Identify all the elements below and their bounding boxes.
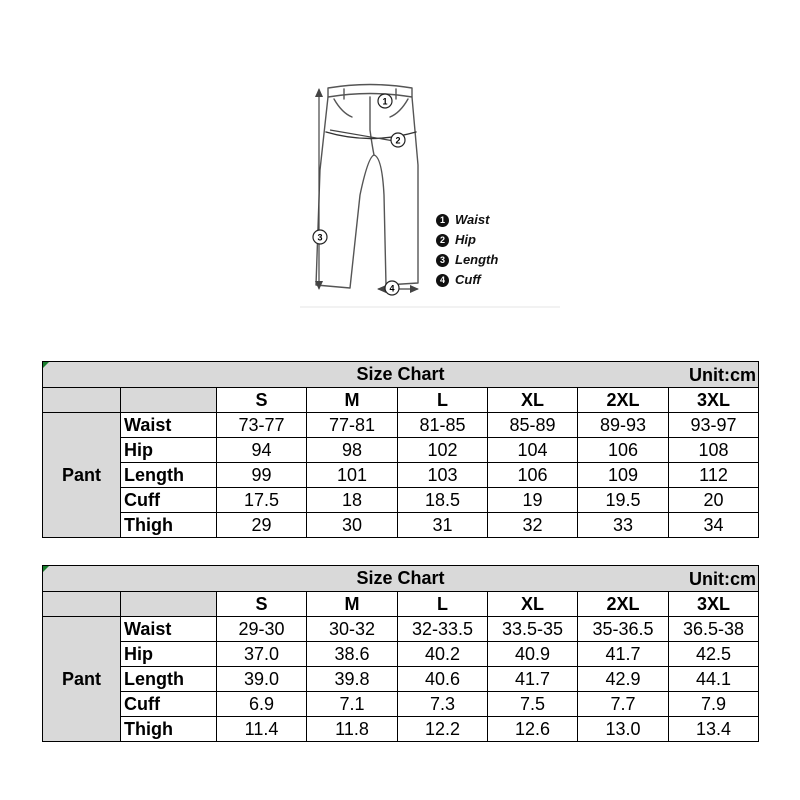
table-row — [43, 667, 759, 692]
legend-number: 1 — [436, 214, 449, 227]
size-chart-table-cm — [42, 361, 759, 538]
table-cell: 12.6 — [488, 717, 578, 742]
table-cell: 20 — [669, 488, 759, 513]
table-cell: 33.5-35 — [488, 617, 578, 642]
table-cell: 112 — [669, 463, 759, 488]
table-cell: 42.9 — [578, 667, 669, 692]
length-marker — [313, 230, 327, 244]
legend-number: 3 — [436, 254, 449, 267]
size-header: M — [307, 388, 398, 413]
table-cell: 19.5 — [578, 488, 669, 513]
table-cell: 7.7 — [578, 692, 669, 717]
table-title-cell — [43, 362, 759, 388]
table-cell: 38.6 — [307, 642, 398, 667]
table-cell: 40.6 — [398, 667, 488, 692]
size-header: XL — [488, 592, 578, 617]
table-cell: 94 — [217, 438, 307, 463]
table-cell: 13.0 — [578, 717, 669, 742]
table-cell: 17.5 — [217, 488, 307, 513]
pants-diagram — [300, 75, 570, 315]
legend-number: 2 — [436, 234, 449, 247]
unit-label: Unit:cm — [689, 365, 757, 385]
table-cell: 40.2 — [398, 642, 488, 667]
legend-label: Waist — [455, 212, 490, 227]
table-row — [43, 413, 759, 438]
waist-marker — [378, 94, 392, 108]
corner-mark — [43, 362, 49, 368]
table-row — [43, 692, 759, 717]
table-cell: 30 — [307, 513, 398, 538]
table-cell: 44.1 — [669, 667, 759, 692]
table-cell: 31 — [398, 513, 488, 538]
table-cell: 6.9 — [217, 692, 307, 717]
table-row — [43, 463, 759, 488]
table-cell: 11.4 — [217, 717, 307, 742]
row-label: Cuff — [121, 692, 217, 717]
empty-header-cell — [121, 592, 217, 617]
table-cell: 18.5 — [398, 488, 488, 513]
svg-text:4: 4 — [389, 283, 395, 294]
size-chart-table-inch — [42, 565, 759, 742]
table-cell: 81-85 — [398, 413, 488, 438]
size-header: 2XL — [578, 592, 669, 617]
group-label: Pant — [43, 617, 121, 742]
size-header: L — [398, 592, 488, 617]
table-cell: 7.9 — [669, 692, 759, 717]
table-cell: 7.1 — [307, 692, 398, 717]
table-cell: 30-32 — [307, 617, 398, 642]
size-header: 3XL — [669, 592, 759, 617]
table-cell: 34 — [669, 513, 759, 538]
corner-mark — [43, 566, 49, 572]
table-title: Size Chart — [356, 568, 445, 588]
table-title: Size Chart — [356, 364, 445, 384]
legend-item-cuff — [436, 272, 481, 287]
table-cell: 98 — [307, 438, 398, 463]
table-cell: 109 — [578, 463, 669, 488]
table-cell: 85-89 — [488, 413, 578, 438]
table-cell: 39.8 — [307, 667, 398, 692]
table-cell: 77-81 — [307, 413, 398, 438]
svg-text:3: 3 — [317, 232, 323, 243]
svg-text:2: 2 — [395, 135, 401, 146]
size-header: S — [217, 592, 307, 617]
empty-header-cell — [121, 388, 217, 413]
row-label: Thigh — [121, 717, 217, 742]
hip-marker — [391, 133, 405, 147]
size-header: 2XL — [578, 388, 669, 413]
table-cell: 32-33.5 — [398, 617, 488, 642]
svg-text:1: 1 — [382, 96, 388, 107]
table-cell: 106 — [488, 463, 578, 488]
table-cell: 12.2 — [398, 717, 488, 742]
table-cell: 29 — [217, 513, 307, 538]
size-header: 3XL — [669, 388, 759, 413]
row-label: Waist — [121, 413, 217, 438]
row-label: Cuff — [121, 488, 217, 513]
table-cell: 89-93 — [578, 413, 669, 438]
row-label: Hip — [121, 438, 217, 463]
table-title-cell — [43, 566, 759, 592]
table-cell: 93-97 — [669, 413, 759, 438]
table-cell: 7.3 — [398, 692, 488, 717]
table-cell: 35-36.5 — [578, 617, 669, 642]
table-cell: 7.5 — [488, 692, 578, 717]
table-cell: 40.9 — [488, 642, 578, 667]
table-cell: 37.0 — [217, 642, 307, 667]
row-label: Thigh — [121, 513, 217, 538]
table-cell: 108 — [669, 438, 759, 463]
size-header: S — [217, 388, 307, 413]
table-cell: 41.7 — [488, 667, 578, 692]
unit-label: Unit:cm — [689, 569, 757, 589]
empty-header-cell — [43, 388, 121, 413]
legend-item-waist — [436, 212, 489, 227]
table-cell: 103 — [398, 463, 488, 488]
table-row — [43, 642, 759, 667]
row-label: Length — [121, 463, 217, 488]
table-cell: 18 — [307, 488, 398, 513]
table-row — [43, 717, 759, 742]
table-cell: 33 — [578, 513, 669, 538]
row-label: Waist — [121, 617, 217, 642]
table-cell: 102 — [398, 438, 488, 463]
empty-header-cell — [43, 592, 121, 617]
table-row — [43, 513, 759, 538]
legend-label: Cuff — [455, 272, 481, 287]
legend-item-length — [436, 252, 498, 267]
table-cell: 29-30 — [217, 617, 307, 642]
cuff-marker — [385, 281, 399, 295]
table-cell: 13.4 — [669, 717, 759, 742]
legend-label: Length — [455, 252, 499, 267]
table-row — [43, 617, 759, 642]
table-cell: 11.8 — [307, 717, 398, 742]
table-cell: 36.5-38 — [669, 617, 759, 642]
table-row — [43, 438, 759, 463]
legend-item-hip — [436, 232, 476, 247]
table-cell: 39.0 — [217, 667, 307, 692]
row-label: Hip — [121, 642, 217, 667]
table-cell: 101 — [307, 463, 398, 488]
table-cell: 106 — [578, 438, 669, 463]
table-cell: 41.7 — [578, 642, 669, 667]
size-header: M — [307, 592, 398, 617]
table-cell: 32 — [488, 513, 578, 538]
group-label: Pant — [43, 413, 121, 538]
size-header: L — [398, 388, 488, 413]
table-row — [43, 488, 759, 513]
legend-label: Hip — [455, 232, 476, 247]
size-header: XL — [488, 388, 578, 413]
row-label: Length — [121, 667, 217, 692]
table-cell: 104 — [488, 438, 578, 463]
legend-number: 4 — [436, 274, 449, 287]
table-cell: 73-77 — [217, 413, 307, 438]
table-cell: 42.5 — [669, 642, 759, 667]
table-cell: 99 — [217, 463, 307, 488]
table-cell: 19 — [488, 488, 578, 513]
